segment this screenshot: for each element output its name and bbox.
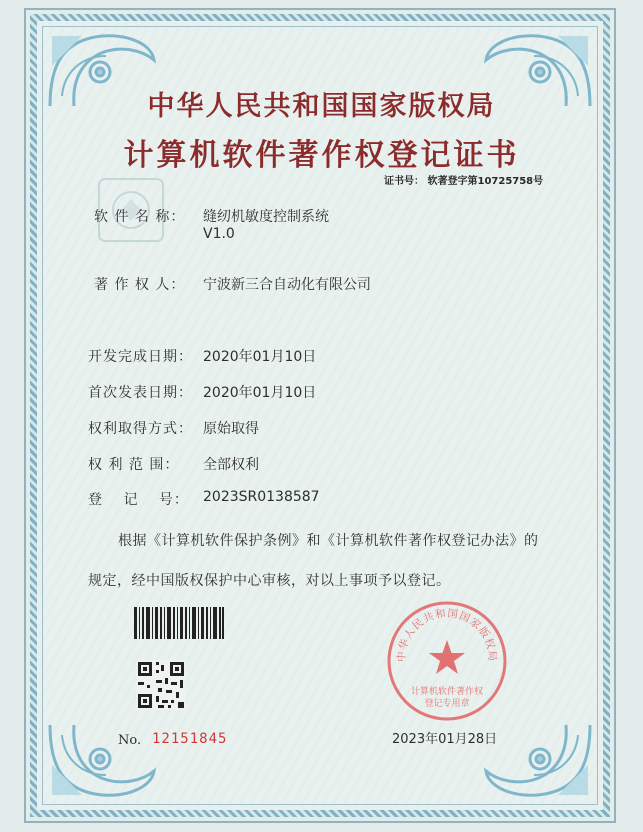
field-value-acquisition-method: 原始取得	[203, 421, 259, 437]
field-value-rights-scope: 全部权利	[203, 457, 259, 473]
issuing-authority: 中华人民共和国国家版权局	[147, 91, 496, 122]
field-value-copyright-owner: 宁波新三合自动化有限公司	[203, 277, 371, 293]
svg-text:中华人民共和国国家版权局: 中华人民共和国国家版权局	[395, 607, 499, 663]
statement-line-2: 规定，经中国版权保护中心审核，对以上事项予以登记。	[88, 573, 451, 589]
field-value-software-version: V1.0	[203, 226, 235, 242]
corner-ornament-icon	[42, 715, 162, 805]
issue-date: 2023年01月28日	[392, 732, 498, 747]
svg-text:计算机软件著作权: 计算机软件著作权	[410, 687, 484, 697]
field-label-rights-scope: 权 利 范 围：	[88, 457, 180, 473]
certificate-title: 计算机软件著作权登记证书	[123, 138, 520, 173]
serial-number-value: 12151845	[152, 731, 228, 747]
field-label-acquisition-method: 权利取得方式：	[88, 421, 193, 437]
field-value-completion-date: 2020年01月10日	[203, 349, 317, 365]
certificate-number: 证书号： 软著登字第10725758号	[384, 176, 544, 187]
field-value-publication-date: 2020年01月10日	[203, 385, 317, 401]
official-seal-icon	[384, 598, 510, 724]
field-label-registration-number: 登 记 号：	[88, 492, 189, 508]
qr-code-icon	[136, 660, 186, 710]
field-value-software-name: 缝纫机敏度控制系统	[203, 209, 329, 225]
field-value-registration-number: 2023SR0138587	[203, 489, 320, 505]
svg-text:登记专用章: 登记专用章	[424, 699, 470, 709]
field-label-software-name: 软 件 名 称：	[94, 209, 186, 225]
field-label-completion-date: 开发完成日期：	[88, 349, 193, 365]
serial-number-label: No.	[118, 733, 142, 748]
field-label-publication-date: 首次发表日期：	[88, 385, 193, 401]
barcode-icon	[134, 607, 224, 639]
field-label-copyright-owner: 著 作 权 人：	[94, 277, 186, 293]
statement-line-1: 根据《计算机软件保护条例》和《计算机软件著作权登记办法》的	[118, 533, 539, 549]
